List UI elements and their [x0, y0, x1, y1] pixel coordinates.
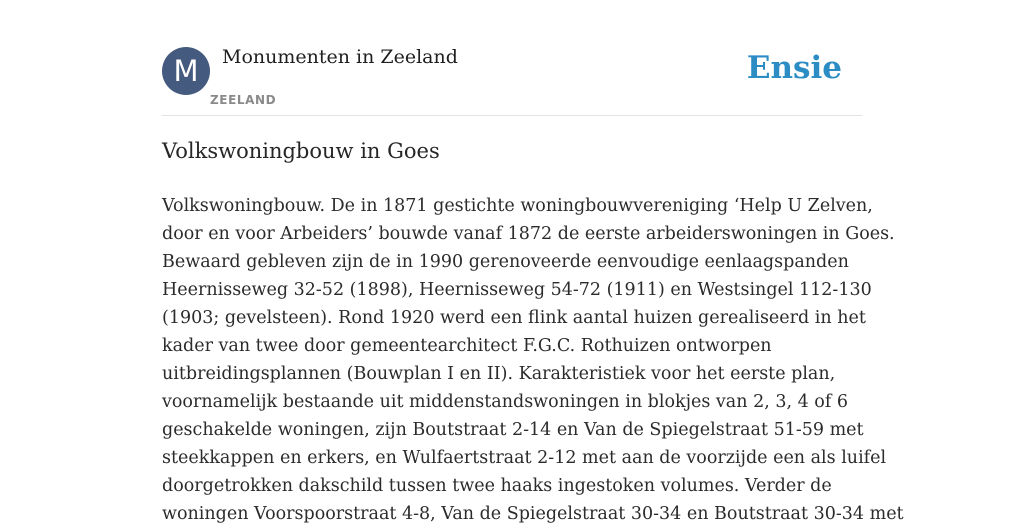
- header-divider: [162, 115, 862, 116]
- body-line: geschakelde woningen, zijn Boutstraat 2-14 en Van de Spiegelstraat 51-59 met: [162, 420, 864, 440]
- avatar[interactable]: M: [162, 47, 210, 95]
- body-line: Volkswoningbouw. De in 1871 gestichte woningbouwvereniging ‘Help U Zelven,: [162, 196, 873, 216]
- body-line: Heernisseweg 32-52 (1898), Heernisseweg 54-72 (1911) en Westsingel 112-130: [162, 280, 872, 300]
- body-line: steekkappen en erkers, en Wulfaertstraat 2-12 met aan de voorzijde een als luifel: [162, 448, 887, 468]
- source-tag-link[interactable]: ZEELAND: [210, 93, 277, 107]
- article-body: [162, 192, 904, 528]
- source-title-link[interactable]: Monumenten in Zeeland: [222, 46, 458, 68]
- brand-logo-link[interactable]: Ensie: [746, 50, 842, 86]
- body-line: kader van twee door gemeentearchitect F.G.C. Rothuizen ontworpen: [162, 336, 772, 356]
- body-line: doorgetrokken dakschild tussen twee haaks ingestoken volumes. Verder de: [162, 476, 832, 496]
- article-title: Volkswoningbouw in Goes: [162, 139, 440, 163]
- body-line: voornamelijk bestaande uit middenstandswoningen in blokjes van 2, 3, 4 of 6: [162, 392, 849, 412]
- body-line: Bewaard gebleven zijn de in 1990 gerenoveerde eenvoudige eenlaagspanden: [162, 252, 849, 272]
- body-line: woningen Voorspoorstraat 4-8, Van de Spiegelstraat 30-34 en Boutstraat 30-34 met: [162, 504, 904, 524]
- body-line: door en voor Arbeiders’ bouwde vanaf 1872 de eerste arbeiderswoningen in Goes.: [162, 224, 895, 244]
- body-line: (1903; gevelsteen). Rond 1920 werd een flink aantal huizen gerealiseerd in het: [162, 308, 866, 328]
- body-line: uitbreidingsplannen (Bouwplan I en II). Karakteristiek voor het eerste plan,: [162, 364, 836, 384]
